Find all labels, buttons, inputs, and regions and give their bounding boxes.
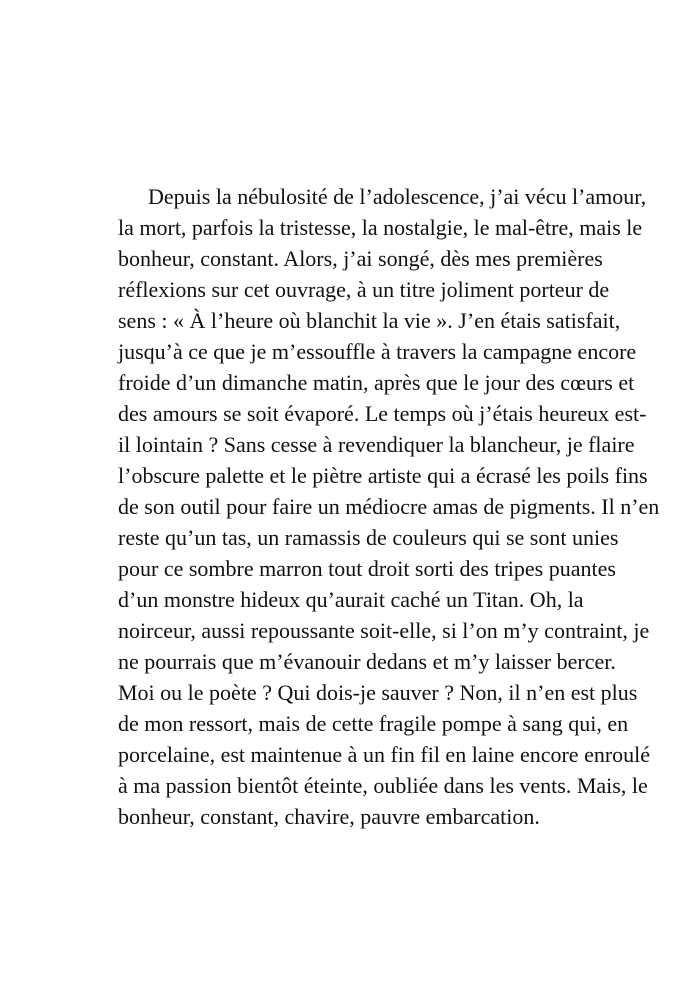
paragraph-line: pour ce sombre marron tout droit sorti des tripes puantes xyxy=(118,556,616,581)
paragraph-line: bonheur, constant, chavire, pauvre embarcation. xyxy=(118,804,540,829)
paragraph-line: porcelaine, est maintenue à un fin fil en laine encore enroulé xyxy=(118,742,651,767)
paragraph-line: bonheur, constant. Alors, j’ai songé, dès mes premières xyxy=(118,246,603,271)
paragraph-line: sens : « À l’heure où blanchit la vie ». J’en étais satisfait, xyxy=(118,308,621,333)
paragraph-line: l’obscure palette et le piètre artiste qui a écrasé les poils fins xyxy=(118,463,648,488)
paragraph-line: jusqu’à ce que je m’essouffle à travers la campagne encore xyxy=(118,339,637,364)
paragraph-line: des amours se soit évaporé. Le temps où j’étais heureux est- xyxy=(118,401,647,426)
paragraph-line: noirceur, aussi repoussante soit-elle, si l’on m’y contraint, je xyxy=(118,618,650,643)
paragraph-line: Moi ou le poète ? Qui dois-je sauver ? Non, il n’en est plus xyxy=(118,680,638,705)
paragraph-line: froide d’un dimanche matin, après que le jour des cœurs et xyxy=(118,370,635,395)
paragraph-line: de mon ressort, mais de cette fragile pompe à sang qui, en xyxy=(118,711,629,736)
paragraph-line: ne pourrais que m’évanouir dedans et m’y laisser bercer. xyxy=(118,649,616,674)
paragraph-line: reste qu’un tas, un ramassis de couleurs qui se sont unies xyxy=(118,525,619,550)
body-paragraph xyxy=(118,181,660,832)
paragraph-line: d’un monstre hideux qu’aurait caché un Titan. Oh, la xyxy=(118,587,584,612)
paragraph-line: il lointain ? Sans cesse à revendiquer la blancheur, je flaire xyxy=(118,432,635,457)
paragraph-line: la mort, parfois la tristesse, la nostalgie, le mal-être, mais le xyxy=(118,215,643,240)
paragraph-line: à ma passion bientôt éteinte, oubliée dans les vents. Mais, le xyxy=(118,773,648,798)
paragraph-line: réflexions sur cet ouvrage, à un titre joliment porteur de xyxy=(118,277,610,302)
paragraph-line: de son outil pour faire un médiocre amas de pigments. Il n’en xyxy=(118,494,660,519)
paragraph-line: Depuis la nébulosité de l’adolescence, j’ai vécu l’amour, xyxy=(148,184,647,209)
